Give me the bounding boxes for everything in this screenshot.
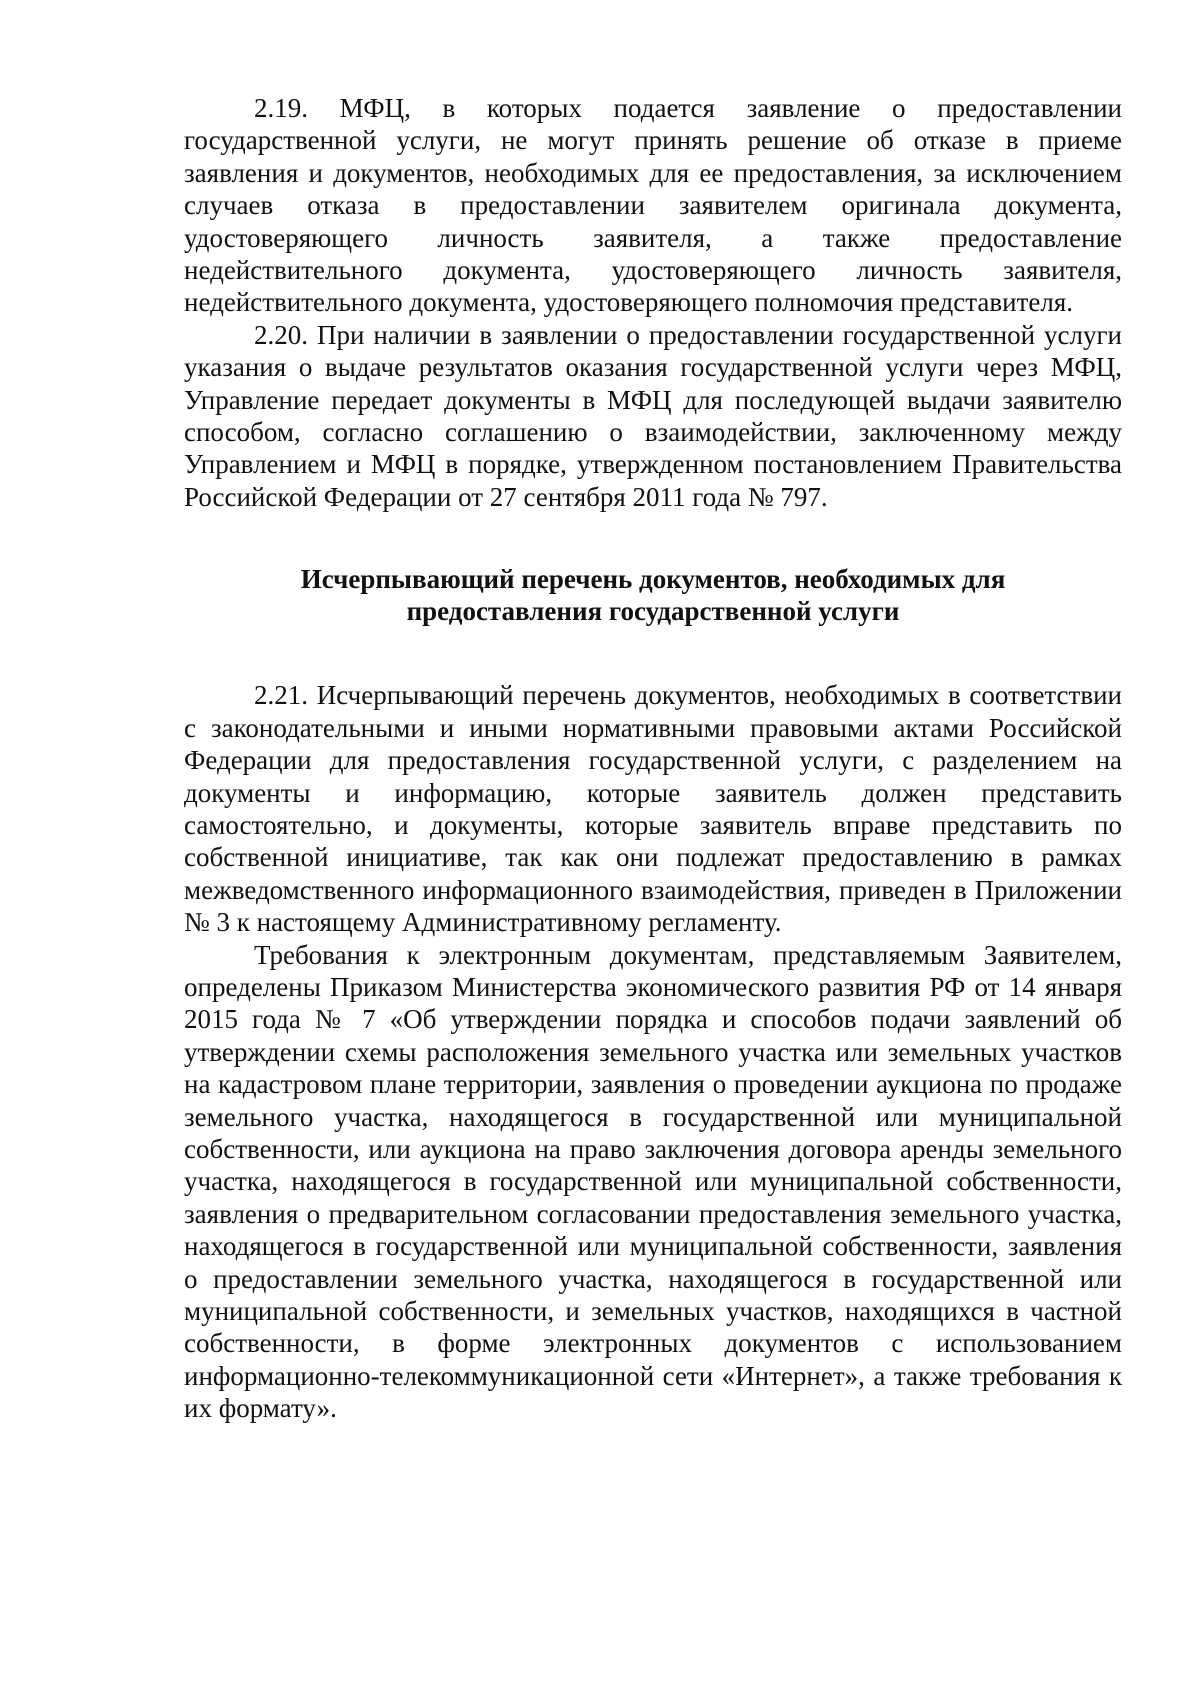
spacer — [184, 513, 1122, 563]
spacer — [184, 627, 1122, 679]
paragraph-2-20: 2.20. При наличии в заявлении о предоставлении государственной услуги указания о выдаче результатов оказания государственной услуги через МФЦ, Управление передает документы в МФЦ для последующей выдачи заявителю способом, согласно соглашению о взаимодействии, заключенному между Управлением и МФЦ в порядке, утвержденном постановлением Правительства Российской Федерации от 27 сентября 2011 года № 797. — [184, 319, 1122, 512]
section-heading-line-2: предоставления государственной услуги — [406, 596, 900, 627]
paragraph-2-19: 2.19. МФЦ, в которых подается заявление о предоставлении государственной услуги, не могут принять решение об отказе в приеме заявления и документов, необходимых для ее предоставления, за исключением случаев отказа в предоставлении заявителем оригинала документа, удостоверяющего личность заявителя, а также предоставление недействительного документа, удостоверяющего личность заявителя, недействительного документа, удостоверяющего полномочия представителя. — [184, 93, 1122, 318]
section-heading-line-1: Исчерпывающий перечень документов, необходимых для — [300, 564, 1006, 595]
paragraph-electronic-requirements: Требования к электронным документам, представляемым Заявителем, определены Приказом Министерства экономического развития РФ от 14 января 2015 года № 7 «Об утверждении порядка и способов подачи заявлений об утверждении схемы расположения земельного участка или земельных участков на кадастровом плане территории, заявления о проведении аукциона по продаже земельного участка, находящегося в государственной или муниципальной собственности, или аукциона на право заключения договора аренды земельного участка, находящегося в государственной или муниципальной собственности, заявления о предварительном согласовании предоставления земельного участка, находящегося в государственной или муниципальной собственности, заявления о предоставлении земельного участка, находящегося в государственной или муниципальной собственности, и земельных участков, находящихся в частной собственности, в форме электронных документов с использованием информационно-телекоммуникационной сети «Интернет», а также требования к их формату». — [184, 939, 1122, 1424]
section-heading — [184, 563, 1122, 627]
paragraph-2-21: 2.21. Исчерпывающий перечень документов, необходимых в соответствии с законодательными и иными нормативными правовыми актами Российской Федерации для предоставления государственной услуги, с разделением на документы и информацию, которые заявитель должен представить самостоятельно, и документы, которые заявитель вправе представить по собственной инициативе, так как они подлежат предоставлению в рамках межведомственного информационного взаимодействия, приведен в Приложении № 3 к настоящему Административному регламенту. — [184, 680, 1122, 938]
document-page — [184, 92, 1122, 1425]
